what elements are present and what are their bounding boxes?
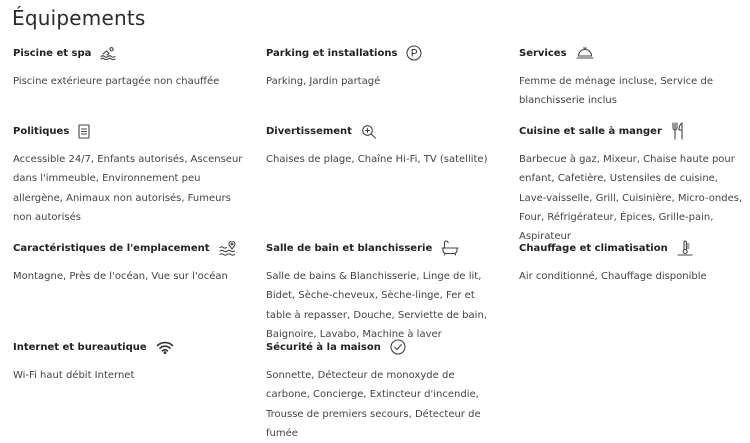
category-items: Chaises de plage, Chaîne Hi-Fi, TV (satellite) bbox=[266, 154, 488, 165]
amenity-category-home-safety bbox=[266, 337, 498, 443]
amenity-category-policies bbox=[13, 121, 245, 227]
entertainment-icon bbox=[361, 124, 377, 139]
amenity-category-heating-cooling bbox=[519, 238, 745, 286]
category-items: Accessible 24/7, Enfants autorisés, Ascenseur dans l'immeuble, Environnement peu allergène, Animaux non autorisés, Fumeurs non autorisés bbox=[13, 154, 243, 223]
category-title: Politiques bbox=[13, 125, 70, 137]
amenity-category-kitchen bbox=[519, 121, 745, 246]
wifi-icon bbox=[156, 340, 174, 354]
category-title: Caractéristiques de l'emplacement bbox=[13, 242, 210, 254]
category-title: Salle de bain et blanchisserie bbox=[266, 242, 433, 254]
category-items: Barbecue à gaz, Mixeur, Chaise haute pour enfant, Cafetière, Ustensiles de cuisine, Lave-vaisselle, Grill, Cuisinière, Micro-ondes, Four, Réfrigérateur, Épices, Grille-pain, Aspirateur bbox=[519, 154, 743, 243]
category-title: Internet et bureautique bbox=[13, 341, 147, 353]
amenity-category-bathroom-laundry bbox=[266, 238, 498, 344]
check-circle-icon bbox=[390, 339, 406, 355]
category-items: Sonnette, Détecteur de monoxyde de carbone, Concierge, Extincteur d'incendie, Trousse de premiers secours, Détecteur de fumée bbox=[266, 370, 481, 439]
amenity-category-entertainment bbox=[266, 121, 498, 169]
amenity-category-parking bbox=[266, 43, 498, 91]
category-items: Montagne, Près de l'océan, Vue sur l'océan bbox=[13, 271, 228, 282]
category-title: Piscine et spa bbox=[13, 47, 92, 59]
page-title: Équipements bbox=[12, 6, 146, 30]
category-title: Services bbox=[519, 47, 567, 59]
category-items: Femme de ménage incluse, Service de blanchisserie inclus bbox=[519, 76, 713, 107]
swimming-icon bbox=[100, 46, 116, 60]
category-title: Chauffage et climatisation bbox=[519, 242, 668, 254]
amenity-category-location bbox=[13, 238, 245, 286]
bathtub-icon bbox=[441, 240, 459, 256]
category-items: Piscine extérieure partagée non chauffée bbox=[13, 76, 220, 87]
fork-knife-icon bbox=[671, 122, 685, 140]
category-items: Salle de bains & Blanchisserie, Linge de lit, Bidet, Sèche-cheveux, Sèche-linge, Fer et table à repasser, Douche, Serviette de bain, Baignoire, Lavabo, Machine à laver bbox=[266, 271, 487, 340]
service-bell-icon bbox=[576, 46, 594, 60]
category-title: Parking et installations bbox=[266, 47, 398, 59]
thermometer-icon bbox=[677, 240, 693, 256]
category-items: Air conditionné, Chauffage disponible bbox=[519, 271, 707, 282]
category-items: Wi-Fi haut débit Internet bbox=[13, 370, 135, 381]
category-title: Sécurité à la maison bbox=[266, 341, 381, 353]
parking-icon bbox=[406, 45, 422, 61]
category-title: Divertissement bbox=[266, 125, 352, 137]
location-waves-icon bbox=[219, 241, 237, 256]
document-icon bbox=[78, 124, 90, 139]
category-title: Cuisine et salle à manger bbox=[519, 125, 662, 137]
category-items: Parking, Jardin partagé bbox=[266, 76, 381, 87]
amenity-category-services bbox=[519, 43, 745, 111]
amenity-category-internet-office bbox=[13, 337, 245, 385]
amenity-category-pool-spa bbox=[13, 43, 245, 91]
